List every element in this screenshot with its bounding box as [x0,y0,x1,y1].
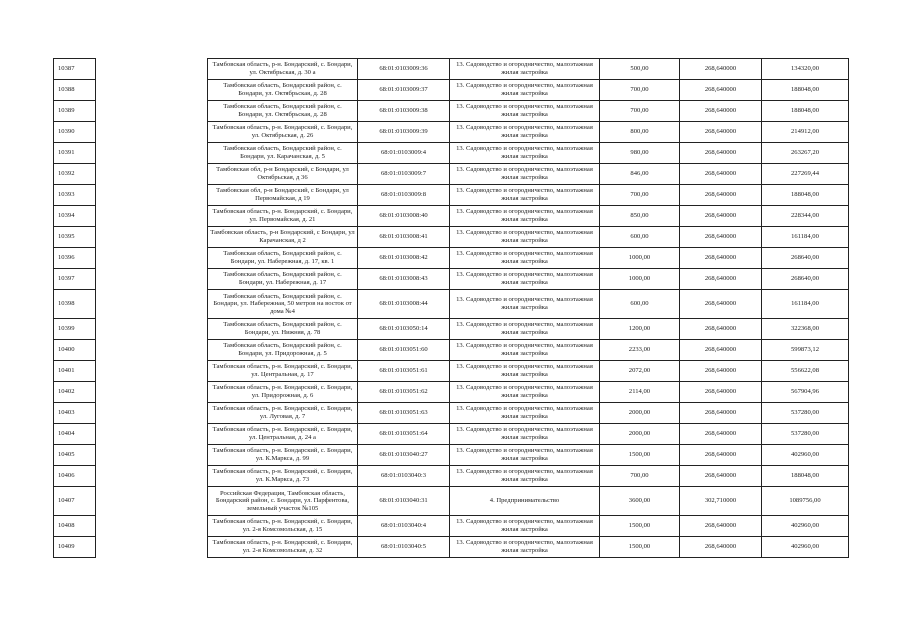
land-use-cell: 13. Садоводство и огородничество, малоэтажная жилая застройка [450,424,600,445]
specific-value-cell: 268,640000 [680,185,762,206]
cadastral-number-cell: 68:01:0103009:37 [358,80,450,101]
cadastral-value-table [53,58,849,558]
empty-cell [96,122,208,143]
area-cell: 1000,00 [600,248,680,269]
parcel-number-cell: 10393 [54,185,96,206]
specific-value-cell: 268,640000 [680,340,762,361]
area-cell: 700,00 [600,466,680,487]
table-row [54,59,849,80]
address-cell: Тамбовская область, р-н. Бондарский, с. Бондари, ул. Луговая, д. 7 [208,403,358,424]
land-use-cell: 13. Садоводство и огородничество, малоэтажная жилая застройка [450,206,600,227]
table-row [54,248,849,269]
parcel-number-cell: 10406 [54,466,96,487]
empty-cell [96,319,208,340]
empty-cell [96,290,208,319]
area-cell: 3600,00 [600,487,680,516]
land-use-cell: 13. Садоводство и огородничество, малоэтажная жилая застройка [450,185,600,206]
land-use-cell: 13. Садоводство и огородничество, малоэтажная жилая застройка [450,516,600,537]
table-row [54,290,849,319]
empty-cell [96,382,208,403]
empty-cell [96,227,208,248]
cadastral-number-cell: 68:01:0103008:40 [358,206,450,227]
empty-cell [96,466,208,487]
empty-cell [96,206,208,227]
table-row [54,361,849,382]
area-cell: 1500,00 [600,445,680,466]
cadastral-number-cell: 68:01:0103051:63 [358,403,450,424]
land-use-cell: 13. Садоводство и огородничество, малоэтажная жилая застройка [450,59,600,80]
cadastral-value-cell: 214912,00 [762,122,849,143]
cadastral-number-cell: 68:01:0103040:3 [358,466,450,487]
cadastral-number-cell: 68:01:0103051:62 [358,382,450,403]
table-row [54,403,849,424]
parcel-number-cell: 10402 [54,382,96,403]
specific-value-cell: 268,640000 [680,164,762,185]
land-use-cell: 13. Садоводство и огородничество, малоэтажная жилая застройка [450,382,600,403]
specific-value-cell: 268,640000 [680,206,762,227]
specific-value-cell: 268,640000 [680,537,762,558]
cadastral-number-cell: 68:01:0103008:44 [358,290,450,319]
area-cell: 2114,00 [600,382,680,403]
empty-cell [96,185,208,206]
specific-value-cell: 268,640000 [680,269,762,290]
area-cell: 850,00 [600,206,680,227]
address-cell: Тамбовская область, Бондарский район, с. Бондари, ул. Октябрьская, д. 28 [208,101,358,122]
area-cell: 700,00 [600,185,680,206]
empty-cell [96,445,208,466]
land-use-cell: 13. Садоводство и огородничество, малоэтажная жилая застройка [450,248,600,269]
table-row [54,122,849,143]
table-row [54,382,849,403]
parcel-number-cell: 10391 [54,143,96,164]
cadastral-value-cell: 402960,00 [762,445,849,466]
table-row [54,516,849,537]
cadastral-number-cell: 68:01:0103040:31 [358,487,450,516]
area-cell: 2233,00 [600,340,680,361]
area-cell: 1000,00 [600,269,680,290]
address-cell: Тамбовская обл, р-н Бондарский, с Бондари, ул Октябрьская, д 36 [208,164,358,185]
parcel-number-cell: 10408 [54,516,96,537]
cadastral-value-cell: 263267,20 [762,143,849,164]
cadastral-number-cell: 68:01:0103050:14 [358,319,450,340]
specific-value-cell: 268,640000 [680,403,762,424]
specific-value-cell: 268,640000 [680,466,762,487]
table-row [54,424,849,445]
cadastral-value-cell: 1089756,00 [762,487,849,516]
address-cell: Тамбовская область, р-н. Бондарский, с. Бондари, ул. Октябрьская, д. 30 а [208,59,358,80]
parcel-number-cell: 10397 [54,269,96,290]
land-use-cell: 13. Садоводство и огородничество, малоэтажная жилая застройка [450,361,600,382]
land-use-cell: 13. Садоводство и огородничество, малоэтажная жилая застройка [450,143,600,164]
parcel-number-cell: 10390 [54,122,96,143]
land-use-cell: 13. Садоводство и огородничество, малоэтажная жилая застройка [450,290,600,319]
table-row [54,487,849,516]
cadastral-number-cell: 68:01:0103008:41 [358,227,450,248]
specific-value-cell: 268,640000 [680,143,762,164]
cadastral-value-cell: 599873,12 [762,340,849,361]
table-row [54,445,849,466]
area-cell: 700,00 [600,101,680,122]
parcel-number-cell: 10395 [54,227,96,248]
specific-value-cell: 268,640000 [680,382,762,403]
table-row [54,101,849,122]
specific-value-cell: 268,640000 [680,59,762,80]
cadastral-number-cell: 68:01:0103051:64 [358,424,450,445]
parcel-number-cell: 10399 [54,319,96,340]
address-cell: Тамбовская область, р-н. Бондарский, с. Бондари, ул. Первомайская, д. 21 [208,206,358,227]
address-cell: Тамбовская область, Бондарский район, с. Бондари, ул. Нижняя, д. 78 [208,319,358,340]
area-cell: 980,00 [600,143,680,164]
land-use-cell: 13. Садоводство и огородничество, малоэтажная жилая застройка [450,269,600,290]
parcel-number-cell: 10403 [54,403,96,424]
specific-value-cell: 268,640000 [680,319,762,340]
cadastral-number-cell: 68:01:0103040:4 [358,516,450,537]
empty-cell [96,403,208,424]
parcel-number-cell: 10407 [54,487,96,516]
cadastral-number-cell: 68:01:0103009:36 [358,59,450,80]
specific-value-cell: 268,640000 [680,80,762,101]
land-use-cell: 13. Садоводство и огородничество, малоэтажная жилая застройка [450,227,600,248]
cadastral-number-cell: 68:01:0103009:8 [358,185,450,206]
empty-cell [96,59,208,80]
specific-value-cell: 268,640000 [680,227,762,248]
cadastral-value-cell: 228344,00 [762,206,849,227]
land-use-cell: 13. Садоводство и огородничество, малоэтажная жилая застройка [450,101,600,122]
cadastral-number-cell: 68:01:0103051:60 [358,340,450,361]
parcel-number-cell: 10389 [54,101,96,122]
land-use-cell: 13. Садоводство и огородничество, малоэтажная жилая застройка [450,319,600,340]
land-use-cell: 13. Садоводство и огородничество, малоэтажная жилая застройка [450,164,600,185]
parcel-number-cell: 10400 [54,340,96,361]
table-row [54,80,849,101]
empty-cell [96,537,208,558]
cadastral-value-cell: 188048,00 [762,80,849,101]
cadastral-number-cell: 68:01:0103040:27 [358,445,450,466]
address-cell: Российская Федерация, Тамбовская область, Бондарский район, с. Бондари, ул. Парфентова, земельный участок №105 [208,487,358,516]
parcel-number-cell: 10404 [54,424,96,445]
address-cell: Тамбовская область, р-н. Бондарский, с. Бондари, ул. Октябрьская, д. 26 [208,122,358,143]
area-cell: 700,00 [600,80,680,101]
cadastral-value-cell: 268640,00 [762,248,849,269]
land-use-cell: 13. Садоводство и огородничество, малоэтажная жилая застройка [450,537,600,558]
address-cell: Тамбовская область, р-н. Бондарский, с. Бондари, ул. Центральная, д. 24 а [208,424,358,445]
area-cell: 600,00 [600,290,680,319]
land-use-cell: 13. Садоводство и огородничество, малоэтажная жилая застройка [450,340,600,361]
address-cell: Тамбовская область, р-н. Бондарский, с. Бондари, ул. Придорожная, д. 6 [208,382,358,403]
cadastral-number-cell: 68:01:0103040:5 [358,537,450,558]
cadastral-number-cell: 68:01:0103008:42 [358,248,450,269]
table-row [54,164,849,185]
empty-cell [96,143,208,164]
area-cell: 846,00 [600,164,680,185]
specific-value-cell: 268,640000 [680,101,762,122]
empty-cell [96,516,208,537]
parcel-number-cell: 10396 [54,248,96,269]
address-cell: Тамбовская область, р-н. Бондарский, с. Бондари, ул. К.Маркса, д. 99 [208,445,358,466]
empty-cell [96,80,208,101]
cadastral-value-cell: 134320,00 [762,59,849,80]
cadastral-value-cell: 537280,00 [762,403,849,424]
cadastral-number-cell: 68:01:0103008:43 [358,269,450,290]
area-cell: 2072,00 [600,361,680,382]
table-row [54,269,849,290]
address-cell: Тамбовская область, Бондарский район, с. Бондари, ул. Карачанская, д. 5 [208,143,358,164]
area-cell: 1500,00 [600,516,680,537]
cadastral-value-cell: 268640,00 [762,269,849,290]
address-cell: Тамбовская область, Бондарский район, с. Бондари, ул. Набережная, д. 17, кв. 1 [208,248,358,269]
address-cell: Тамбовская область, Бондарский район, с. Бондари, ул. Набережная, 50 метров на восток от дома №4 [208,290,358,319]
cadastral-number-cell: 68:01:0103009:38 [358,101,450,122]
empty-cell [96,424,208,445]
table-row [54,466,849,487]
cadastral-value-cell: 188048,00 [762,185,849,206]
specific-value-cell: 268,640000 [680,290,762,319]
cadastral-number-cell: 68:01:0103009:39 [358,122,450,143]
parcel-number-cell: 10398 [54,290,96,319]
address-cell: Тамбовская обл, р-н Бондарский, с Бондари, ул Первомайская, д 19 [208,185,358,206]
cadastral-value-cell: 537280,00 [762,424,849,445]
cadastral-value-cell: 188048,00 [762,101,849,122]
area-cell: 2000,00 [600,424,680,445]
cadastral-value-cell: 227269,44 [762,164,849,185]
address-cell: Тамбовская область, Бондарский район, с. Бондари, ул. Набережная, д. 17 [208,269,358,290]
cadastral-value-cell: 161184,00 [762,290,849,319]
land-use-cell: 13. Садоводство и огородничество, малоэтажная жилая застройка [450,403,600,424]
area-cell: 800,00 [600,122,680,143]
cadastral-value-cell: 556622,08 [762,361,849,382]
specific-value-cell: 302,710000 [680,487,762,516]
table-row [54,340,849,361]
cadastral-value-cell: 402960,00 [762,537,849,558]
parcel-number-cell: 10392 [54,164,96,185]
parcel-number-cell: 10405 [54,445,96,466]
address-cell: Тамбовская область, Бондарский район, с. Бондари, ул. Придорожная, д. 5 [208,340,358,361]
area-cell: 2000,00 [600,403,680,424]
specific-value-cell: 268,640000 [680,516,762,537]
specific-value-cell: 268,640000 [680,122,762,143]
parcel-number-cell: 10388 [54,80,96,101]
address-cell: Тамбовская область, р-н Бондарский, с Бондари, ул Карачанская, д 2 [208,227,358,248]
empty-cell [96,361,208,382]
table-row [54,227,849,248]
specific-value-cell: 268,640000 [680,248,762,269]
table-row [54,319,849,340]
empty-cell [96,340,208,361]
address-cell: Тамбовская область, р-н. Бондарский, с. Бондари, ул. 2-я Комсомольская, д. 32 [208,537,358,558]
parcel-number-cell: 10394 [54,206,96,227]
cadastral-value-cell: 188048,00 [762,466,849,487]
area-cell: 1200,00 [600,319,680,340]
empty-cell [96,487,208,516]
land-use-cell: 4. Предпринимательство [450,487,600,516]
land-use-cell: 13. Садоводство и огородничество, малоэтажная жилая застройка [450,445,600,466]
cadastral-number-cell: 68:01:0103009:4 [358,143,450,164]
parcel-number-cell: 10387 [54,59,96,80]
cadastral-value-cell: 322368,00 [762,319,849,340]
table-row [54,185,849,206]
specific-value-cell: 268,640000 [680,424,762,445]
land-use-cell: 13. Садоводство и огородничество, малоэтажная жилая застройка [450,466,600,487]
area-cell: 500,00 [600,59,680,80]
address-cell: Тамбовская область, р-н. Бондарский, с. Бондари, ул. Центральная, д. 17 [208,361,358,382]
address-cell: Тамбовская область, р-н. Бондарский, с. Бондари, ул. К.Маркса, д. 73 [208,466,358,487]
parcel-number-cell: 10409 [54,537,96,558]
parcel-number-cell: 10401 [54,361,96,382]
address-cell: Тамбовская область, Бондарский район, с. Бондари, ул. Октябрьская, д. 28 [208,80,358,101]
specific-value-cell: 268,640000 [680,445,762,466]
address-cell: Тамбовская область, р-н. Бондарский, с. Бондари, ул. 2-я Комсомольская, д. 15 [208,516,358,537]
land-use-cell: 13. Садоводство и огородничество, малоэтажная жилая застройка [450,80,600,101]
area-cell: 1500,00 [600,537,680,558]
cadastral-value-cell: 402960,00 [762,516,849,537]
empty-cell [96,164,208,185]
cadastral-value-cell: 567904,96 [762,382,849,403]
empty-cell [96,269,208,290]
land-use-cell: 13. Садоводство и огородничество, малоэтажная жилая застройка [450,122,600,143]
cadastral-number-cell: 68:01:0103009:7 [358,164,450,185]
table-row [54,143,849,164]
empty-cell [96,248,208,269]
table-row [54,537,849,558]
area-cell: 600,00 [600,227,680,248]
table-body [54,59,849,558]
cadastral-value-cell: 161184,00 [762,227,849,248]
empty-cell [96,101,208,122]
cadastral-number-cell: 68:01:0103051:61 [358,361,450,382]
table-row [54,206,849,227]
specific-value-cell: 268,640000 [680,361,762,382]
